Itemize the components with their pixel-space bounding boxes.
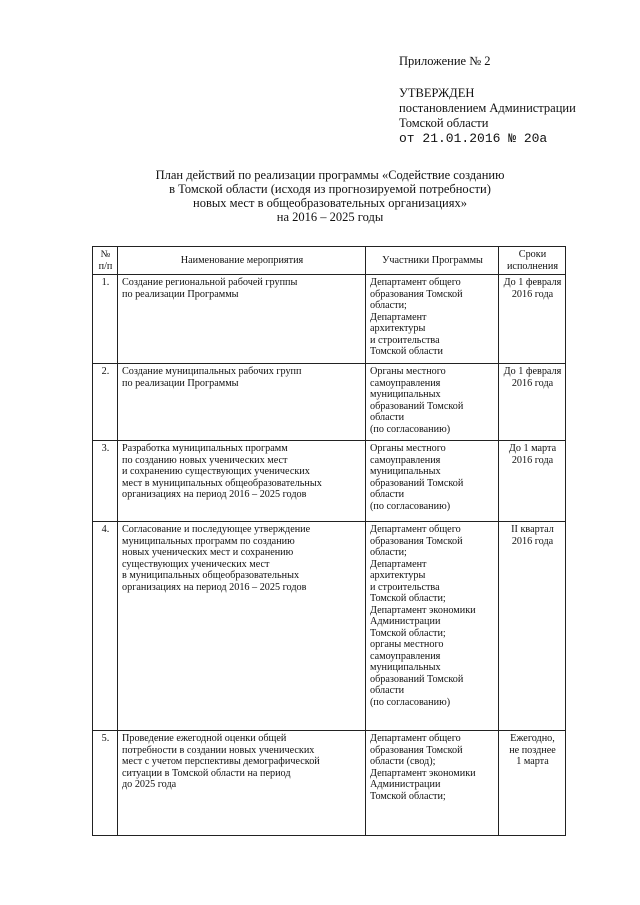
participants-line: муниципальных xyxy=(370,466,441,477)
table-row xyxy=(93,441,566,522)
activity-name xyxy=(118,275,366,364)
row-number: 3. xyxy=(93,441,118,522)
row-number: 2. xyxy=(93,364,118,441)
header-text: исполнения xyxy=(506,260,559,272)
participants-line: Департамент xyxy=(370,311,427,323)
header-text: п/п xyxy=(98,260,113,272)
activity-name xyxy=(118,364,366,441)
participants-line: области xyxy=(370,685,405,696)
participants-line: Департамент общего xyxy=(370,733,461,744)
participants-line: области xyxy=(370,412,405,423)
activity-name-line: муниципальных программ по созданию xyxy=(122,535,295,547)
participants-line: Томской области xyxy=(370,346,443,357)
activity-name-line: и сохранению существующих ученических xyxy=(122,466,310,477)
deadline-line: II квартал xyxy=(511,524,554,535)
participants-line: области (свод); xyxy=(370,756,436,767)
deadline xyxy=(499,364,566,441)
participants-line: муниципальных xyxy=(370,662,441,673)
participants-line: Томской области; xyxy=(370,627,446,639)
activity-name-line: Согласование и последующее утверждение xyxy=(122,524,311,535)
activity-name-line: по реализации Программы xyxy=(122,377,239,389)
row-number: 4. xyxy=(93,522,118,731)
participants-line: самоуправления xyxy=(370,454,441,466)
activity-name-line: мест в муниципальных общеобразовательных xyxy=(122,477,322,489)
title-line: План действий по реализации программы «Содействие созданию xyxy=(155,168,505,182)
table-row xyxy=(93,731,566,836)
title-line: на 2016 – 2025 годы xyxy=(276,210,384,224)
document-title xyxy=(120,168,540,224)
participants-line: самоуправления xyxy=(370,650,441,662)
participants-line: области xyxy=(370,489,405,500)
participants-line: Департамент экономики xyxy=(370,604,476,616)
participants-line: Департамент общего xyxy=(370,277,461,288)
action-plan-table xyxy=(92,246,566,836)
row-number: 1. xyxy=(93,275,118,364)
header-participants: Участники Программы xyxy=(366,247,499,275)
table-header-row xyxy=(93,247,566,275)
participants-line: образований Томской xyxy=(370,400,464,412)
participants-line: области; xyxy=(370,547,407,558)
header-deadline xyxy=(499,247,566,275)
activity-name-line: в муниципальных общеобразовательных xyxy=(122,570,300,581)
deadline-line: 2016 года xyxy=(511,454,554,466)
participants-line: образований Томской xyxy=(370,673,464,685)
activity-name-line: Разработка муниципальных программ xyxy=(122,443,288,454)
activity-name-line: мест с учетом перспективы демографической xyxy=(122,756,320,767)
participants-line: области; xyxy=(370,300,407,311)
participants-line: образований Томской xyxy=(370,477,464,489)
participants xyxy=(366,441,499,522)
deadline-line: До 1 февраля xyxy=(503,277,562,288)
participants-line: и строительства xyxy=(370,334,440,346)
deadline xyxy=(499,522,566,731)
deadline-line: 2016 года xyxy=(511,377,554,389)
activity-name-line: организациях на период 2016 – 2025 годов xyxy=(122,581,307,593)
activity-name-line: по реализации Программы xyxy=(122,288,239,300)
activity-name-line: по созданию новых ученических мест xyxy=(122,454,288,466)
deadline xyxy=(499,731,566,836)
activity-name xyxy=(118,522,366,731)
deadline xyxy=(499,441,566,522)
participants-line: Администрации xyxy=(370,616,441,627)
appendix-label: Приложение № 2 xyxy=(399,54,491,68)
participants-line: Департамент экономики xyxy=(370,767,476,779)
activity-name-line: до 2025 года xyxy=(122,779,177,790)
header-text: № xyxy=(100,249,111,260)
activity-name-line: существующих ученических мест xyxy=(122,558,270,570)
activity-name xyxy=(118,731,366,836)
participants-line: Органы местного xyxy=(370,443,446,454)
deadline-line: До 1 февраля xyxy=(503,366,562,377)
participants xyxy=(366,731,499,836)
participants-line: образования Томской xyxy=(370,744,463,756)
title-line: в Томской области (исходя из прогнозируемой потребности) xyxy=(169,182,491,196)
activity-name xyxy=(118,441,366,522)
approval-block xyxy=(399,86,576,146)
participants-line: Томской области; xyxy=(370,790,446,802)
participants-line: образования Томской xyxy=(370,535,463,547)
header-num xyxy=(93,247,118,275)
participants-line: (по согласованию) xyxy=(370,423,451,435)
deadline-line: 2016 года xyxy=(511,288,554,300)
activity-name-line: потребности в создании новых ученических xyxy=(122,744,315,756)
table-row xyxy=(93,364,566,441)
activity-name-line: ситуации в Томской области на период xyxy=(122,767,291,779)
activity-name-line: Создание муниципальных рабочих групп xyxy=(122,366,302,377)
participants xyxy=(366,364,499,441)
participants-line: образования Томской xyxy=(370,288,463,300)
participants-line: Томской области; xyxy=(370,593,446,604)
approval-decree-date: от 21.01.2016 № 20а xyxy=(399,131,548,146)
header-text: Сроки xyxy=(518,249,547,260)
activity-name-line: Проведение ежегодной оценки общей xyxy=(122,733,287,744)
participants-line: самоуправления xyxy=(370,377,441,389)
participants-line: архитектуры xyxy=(370,570,426,581)
activity-name-line: организациях на период 2016 – 2025 годов xyxy=(122,489,307,500)
row-number: 5. xyxy=(93,731,118,836)
approval-line: Томской области xyxy=(399,116,489,130)
approval-line: постановлением Администрации xyxy=(399,101,576,115)
participants-line: и строительства xyxy=(370,581,440,593)
deadline-line: 2016 года xyxy=(511,535,554,547)
participants-line: Администрации xyxy=(370,779,441,790)
deadline xyxy=(499,275,566,364)
header-name: Наименование мероприятия xyxy=(118,247,366,275)
participants-line: Органы местного xyxy=(370,366,446,377)
participants-line: муниципальных xyxy=(370,389,441,400)
approval-line: УТВЕРЖДЕН xyxy=(399,86,475,100)
deadline-line: 1 марта xyxy=(516,756,549,767)
participants-line: органы местного xyxy=(370,639,444,650)
activity-name-line: новых ученических мест и сохранению xyxy=(122,547,294,558)
activity-name-line: Создание региональной рабочей группы xyxy=(122,277,298,288)
participants-line: (по согласованию) xyxy=(370,500,451,512)
participants-line: (по согласованию) xyxy=(370,696,451,708)
deadline-line: Ежегодно, xyxy=(510,733,555,744)
participants xyxy=(366,522,499,731)
deadline-line: До 1 марта xyxy=(508,443,557,454)
table-row xyxy=(93,275,566,364)
title-line: новых мест в общеобразовательных организациях» xyxy=(193,196,467,210)
participants-line: Департамент общего xyxy=(370,524,461,535)
table-row xyxy=(93,522,566,731)
participants xyxy=(366,275,499,364)
participants-line: Департамент xyxy=(370,558,427,570)
deadline-line: не позднее xyxy=(509,744,556,756)
participants-line: архитектуры xyxy=(370,323,426,334)
